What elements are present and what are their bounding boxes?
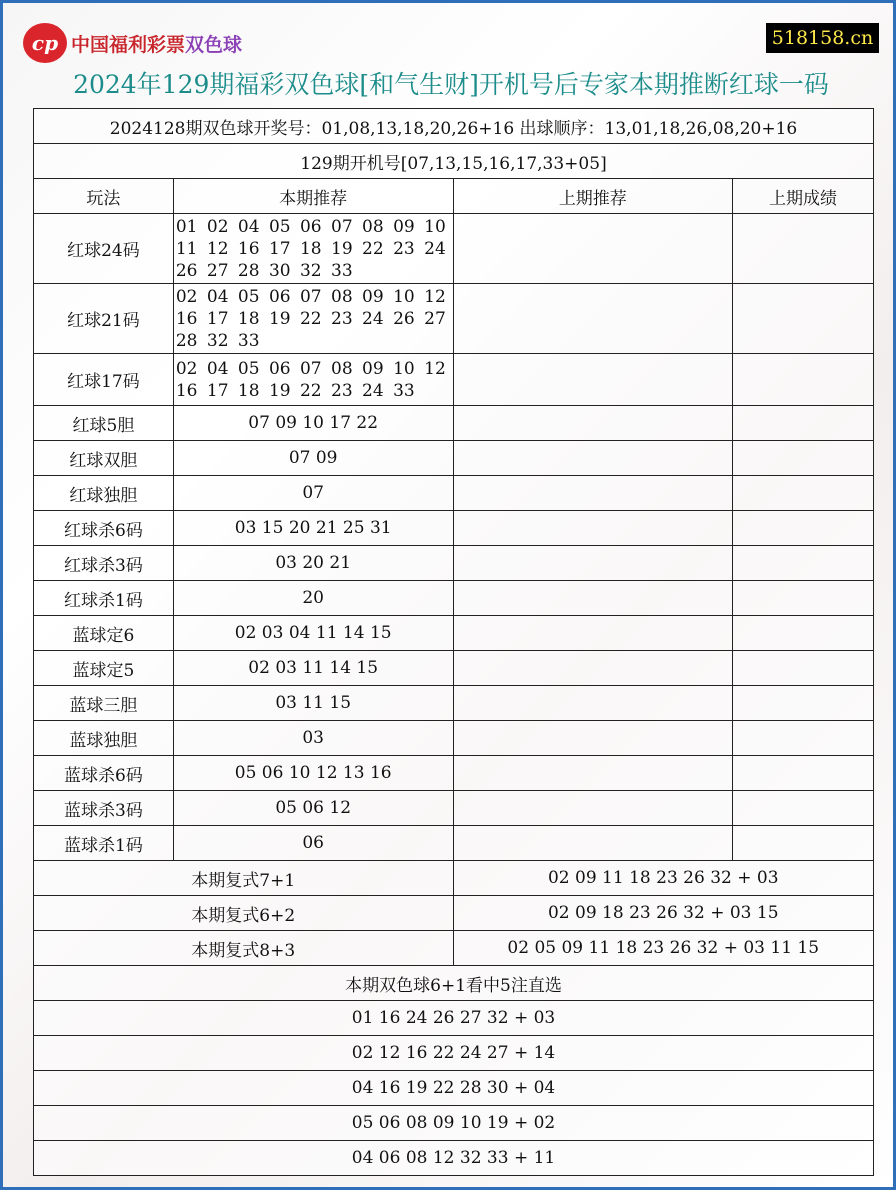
column-header: 本期推荐 (173, 179, 453, 214)
table-row (34, 791, 874, 826)
table-row (34, 721, 874, 756)
current-recommendation: 02 03 11 14 15 (173, 651, 453, 686)
info-row (34, 109, 874, 144)
play-type: 红球杀1码 (34, 581, 174, 616)
current-recommendation: 05 06 12 (173, 791, 453, 826)
combo-row (34, 861, 874, 896)
picks-title: 本期双色球6+1看中5注直选 (34, 966, 874, 1001)
previous-result (733, 511, 874, 546)
column-header: 玩法 (34, 179, 174, 214)
previous-result (733, 826, 874, 861)
previous-recommendation (453, 441, 733, 476)
info-row (34, 144, 874, 179)
column-header: 上期推荐 (453, 179, 733, 214)
table-row (34, 511, 874, 546)
previous-result (733, 546, 874, 581)
previous-recommendation (453, 616, 733, 651)
current-recommendation: 02 04 05 06 07 08 09 10 12 16 17 18 19 22 23 24 33 (173, 354, 453, 406)
table-row (34, 354, 874, 406)
play-type: 红球17码 (34, 354, 174, 406)
table-row (34, 756, 874, 791)
pick-row (34, 1106, 874, 1141)
play-type: 蓝球定6 (34, 616, 174, 651)
pick-numbers: 02 12 16 22 24 27 + 14 (34, 1036, 874, 1071)
previous-recommendation (453, 546, 733, 581)
logo-icon: cp (23, 23, 67, 63)
current-recommendation: 07 09 10 17 22 (173, 406, 453, 441)
previous-result (733, 616, 874, 651)
current-recommendation: 07 09 (173, 441, 453, 476)
previous-recommendation (453, 406, 733, 441)
previous-result (733, 214, 874, 284)
play-type: 红球21码 (34, 284, 174, 354)
previous-result (733, 651, 874, 686)
previous-recommendation (453, 791, 733, 826)
play-type: 蓝球定5 (34, 651, 174, 686)
previous-result (733, 441, 874, 476)
play-type: 红球24码 (34, 214, 174, 284)
combo-numbers: 02 09 18 23 26 32 + 03 15 (453, 896, 874, 931)
previous-result (733, 791, 874, 826)
pick-numbers: 01 16 24 26 27 32 + 03 (34, 1001, 874, 1036)
current-recommendation: 03 (173, 721, 453, 756)
site-badge[interactable]: 518158.cn (766, 23, 879, 53)
column-header: 上期成绩 (733, 179, 874, 214)
pick-numbers: 05 06 08 09 10 19 + 02 (34, 1106, 874, 1141)
play-type: 蓝球独胆 (34, 721, 174, 756)
combo-row (34, 931, 874, 966)
current-recommendation: 06 (173, 826, 453, 861)
previous-recommendation (453, 476, 733, 511)
previous-recommendation (453, 721, 733, 756)
current-recommendation: 03 11 15 (173, 686, 453, 721)
table-row (34, 651, 874, 686)
prediction-table (33, 108, 874, 1176)
previous-recommendation (453, 756, 733, 791)
previous-result (733, 406, 874, 441)
table-row (34, 284, 874, 354)
pick-row (34, 1036, 874, 1071)
table-row (34, 826, 874, 861)
previous-result (733, 686, 874, 721)
previous-recommendation (453, 581, 733, 616)
table-row (34, 476, 874, 511)
play-type: 红球独胆 (34, 476, 174, 511)
page-title: 2024年129期福彩双色球[和气生财]开机号后专家本期推断红球一码 (73, 70, 829, 99)
play-type: 蓝球杀1码 (34, 826, 174, 861)
play-type: 红球杀3码 (34, 546, 174, 581)
machine-numbers: 129期开机号[07,13,15,16,17,33+05] (34, 144, 874, 179)
previous-recommendation (453, 354, 733, 406)
logo-text: 中国福利彩票 (71, 33, 186, 56)
combo-row (34, 896, 874, 931)
previous-recommendation (453, 511, 733, 546)
combo-label: 本期复式8+3 (34, 931, 454, 966)
combo-label: 本期复式6+2 (34, 896, 454, 931)
table-row (34, 214, 874, 284)
previous-result (733, 581, 874, 616)
pick-numbers: 04 16 19 22 28 30 + 04 (34, 1071, 874, 1106)
table-row (34, 581, 874, 616)
pick-row (34, 1141, 874, 1176)
current-recommendation: 02 03 04 11 14 15 (173, 616, 453, 651)
lottery-logo (23, 23, 242, 63)
pick-row (34, 1071, 874, 1106)
play-type: 红球5胆 (34, 406, 174, 441)
previous-result (733, 284, 874, 354)
current-recommendation: 03 15 20 21 25 31 (173, 511, 453, 546)
previous-result (733, 354, 874, 406)
table-row (34, 406, 874, 441)
current-recommendation: 05 06 10 12 13 16 (173, 756, 453, 791)
pick-row (34, 1001, 874, 1036)
header-row (34, 179, 874, 214)
pick-numbers: 04 06 08 12 32 33 + 11 (34, 1141, 874, 1176)
table-row (34, 686, 874, 721)
previous-recommendation (453, 826, 733, 861)
previous-recommendation (453, 651, 733, 686)
previous-recommendation (453, 686, 733, 721)
current-recommendation: 02 04 05 06 07 08 09 10 12 16 17 18 19 22 23 24 26 27 28 32 33 (173, 284, 453, 354)
draw-info: 2024128期双色球开奖号：01,08,13,18,20,26+16 出球顺序：13,01,18,26,08,20+16 (34, 109, 874, 144)
combo-label: 本期复式7+1 (34, 861, 454, 896)
table-row (34, 616, 874, 651)
play-type: 红球杀6码 (34, 511, 174, 546)
play-type: 蓝球杀3码 (34, 791, 174, 826)
combo-numbers: 02 09 11 18 23 26 32 + 03 (453, 861, 874, 896)
play-type: 红球双胆 (34, 441, 174, 476)
table-row (34, 441, 874, 476)
current-recommendation: 01 02 04 05 06 07 08 09 10 11 12 16 17 18 19 22 23 24 26 27 28 30 32 33 (173, 214, 453, 284)
previous-result (733, 756, 874, 791)
current-recommendation: 03 20 21 (173, 546, 453, 581)
previous-recommendation (453, 214, 733, 284)
play-type: 蓝球三胆 (34, 686, 174, 721)
previous-result (733, 721, 874, 756)
logo-brand: 双色球 (185, 33, 243, 56)
play-type: 蓝球杀6码 (34, 756, 174, 791)
table-row (34, 546, 874, 581)
combo-numbers: 02 05 09 11 18 23 26 32 + 03 11 15 (453, 931, 874, 966)
picks-header (34, 966, 874, 1001)
current-recommendation: 20 (173, 581, 453, 616)
previous-result (733, 476, 874, 511)
current-recommendation: 07 (173, 476, 453, 511)
previous-recommendation (453, 284, 733, 354)
